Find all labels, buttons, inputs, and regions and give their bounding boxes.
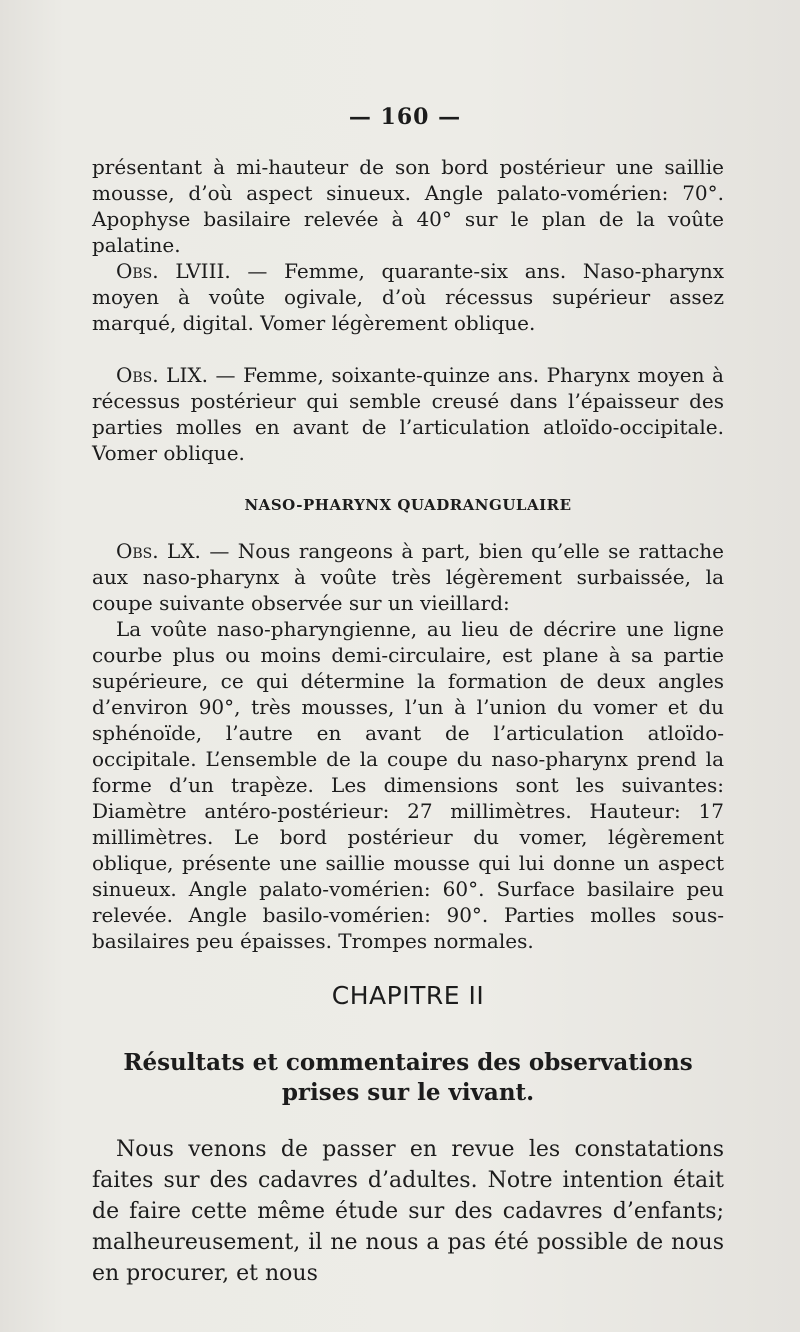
section-title-line-1: Résultats et commentaires des observations <box>123 1049 693 1076</box>
observation-label: Obs. LVIII. <box>116 259 231 283</box>
page-number: — 160 — <box>348 104 462 130</box>
observation-label: Obs. LX. <box>116 539 201 563</box>
observation-text: — Femme, quarante-six ans. Naso-pharynx moyen à voûte ogivale, d’où récessus supérieur assez marqué, digital. Vomer légèrement oblique. <box>92 259 724 335</box>
observation-label: Obs. LIX. <box>116 363 208 387</box>
observation-60 <box>92 538 724 954</box>
observation-paragraph <box>92 258 724 336</box>
section-title-line-2: prises sur le vivant. <box>281 1079 535 1106</box>
observation-paragraph <box>92 538 724 616</box>
subheading: NASO-PHARYNX QUADRANGULAIRE <box>244 496 572 514</box>
observation-58 <box>92 258 724 336</box>
final-paragraph <box>92 1134 724 1289</box>
observation-description: La voûte naso-pharyngienne, au lieu de décrire une ligne courbe plus ou moins demi-circulaire, est plane à sa partie supérieure, ce qui détermine la formation de deux angles d’environ 90°, très mousses, l’un à l’union du vomer et du sphénoïde, l’autre en avant de l’articulation atloïdo-occipitale. L’ensemble de la coupe du naso-pharynx prend la forme d’un trapèze. Les dimensions sont les suivantes: Diamètre antéro-postérieur: 27 millimètres. Hauteur: 17 millimètres. Le bord postérieur du vomer, légèrement oblique, présente une saillie mousse qui lui donne un aspect sinueux. Angle palato-vomérien: 60°. Surface basilaire peu relevée. Angle basilo-vomérien: 90°. Parties molles sous-basilaires peu épaisses. Trompes normales. <box>92 617 724 953</box>
chapter-heading-block <box>92 983 724 1009</box>
observation-text: — Femme, soixante-quinze ans. Pharynx moyen à récessus postérieur qui semble creusé dans l’épaisseur des parties molles en avant de l’articulation atloïdo-occipitale. Vomer oblique. <box>92 363 724 465</box>
paragraph-text: présentant à mi-hauteur de son bord postérieur une saillie mousse, d’où aspect sinueux. Angle palato-vomérien: 70°. Apophyse basilaire relevée à 40° sur le plan de la voûte palatine. <box>92 155 724 257</box>
chapter-heading: CHAPITRE II <box>331 981 485 1010</box>
paragraph-continuation <box>92 154 724 258</box>
observation-paragraph <box>92 362 724 466</box>
paragraph-text: Nous venons de passer en revue les constatations faites sur des cadavres d’adultes. Notre intention était de faire cette même étude sur des cadavres d’enfants; malheureusement, il ne nous a pas été possible de nous en procurer, et nous <box>92 1137 724 1286</box>
observation-59 <box>92 362 724 466</box>
observation-text: — Nous rangeons à part, bien qu’elle se rattache aux naso-pharynx à voûte très légèrement surbaissée, la coupe suivante observée sur un vieillard: <box>92 539 724 615</box>
subheading-block <box>92 492 724 518</box>
section-title-block <box>92 1048 724 1108</box>
